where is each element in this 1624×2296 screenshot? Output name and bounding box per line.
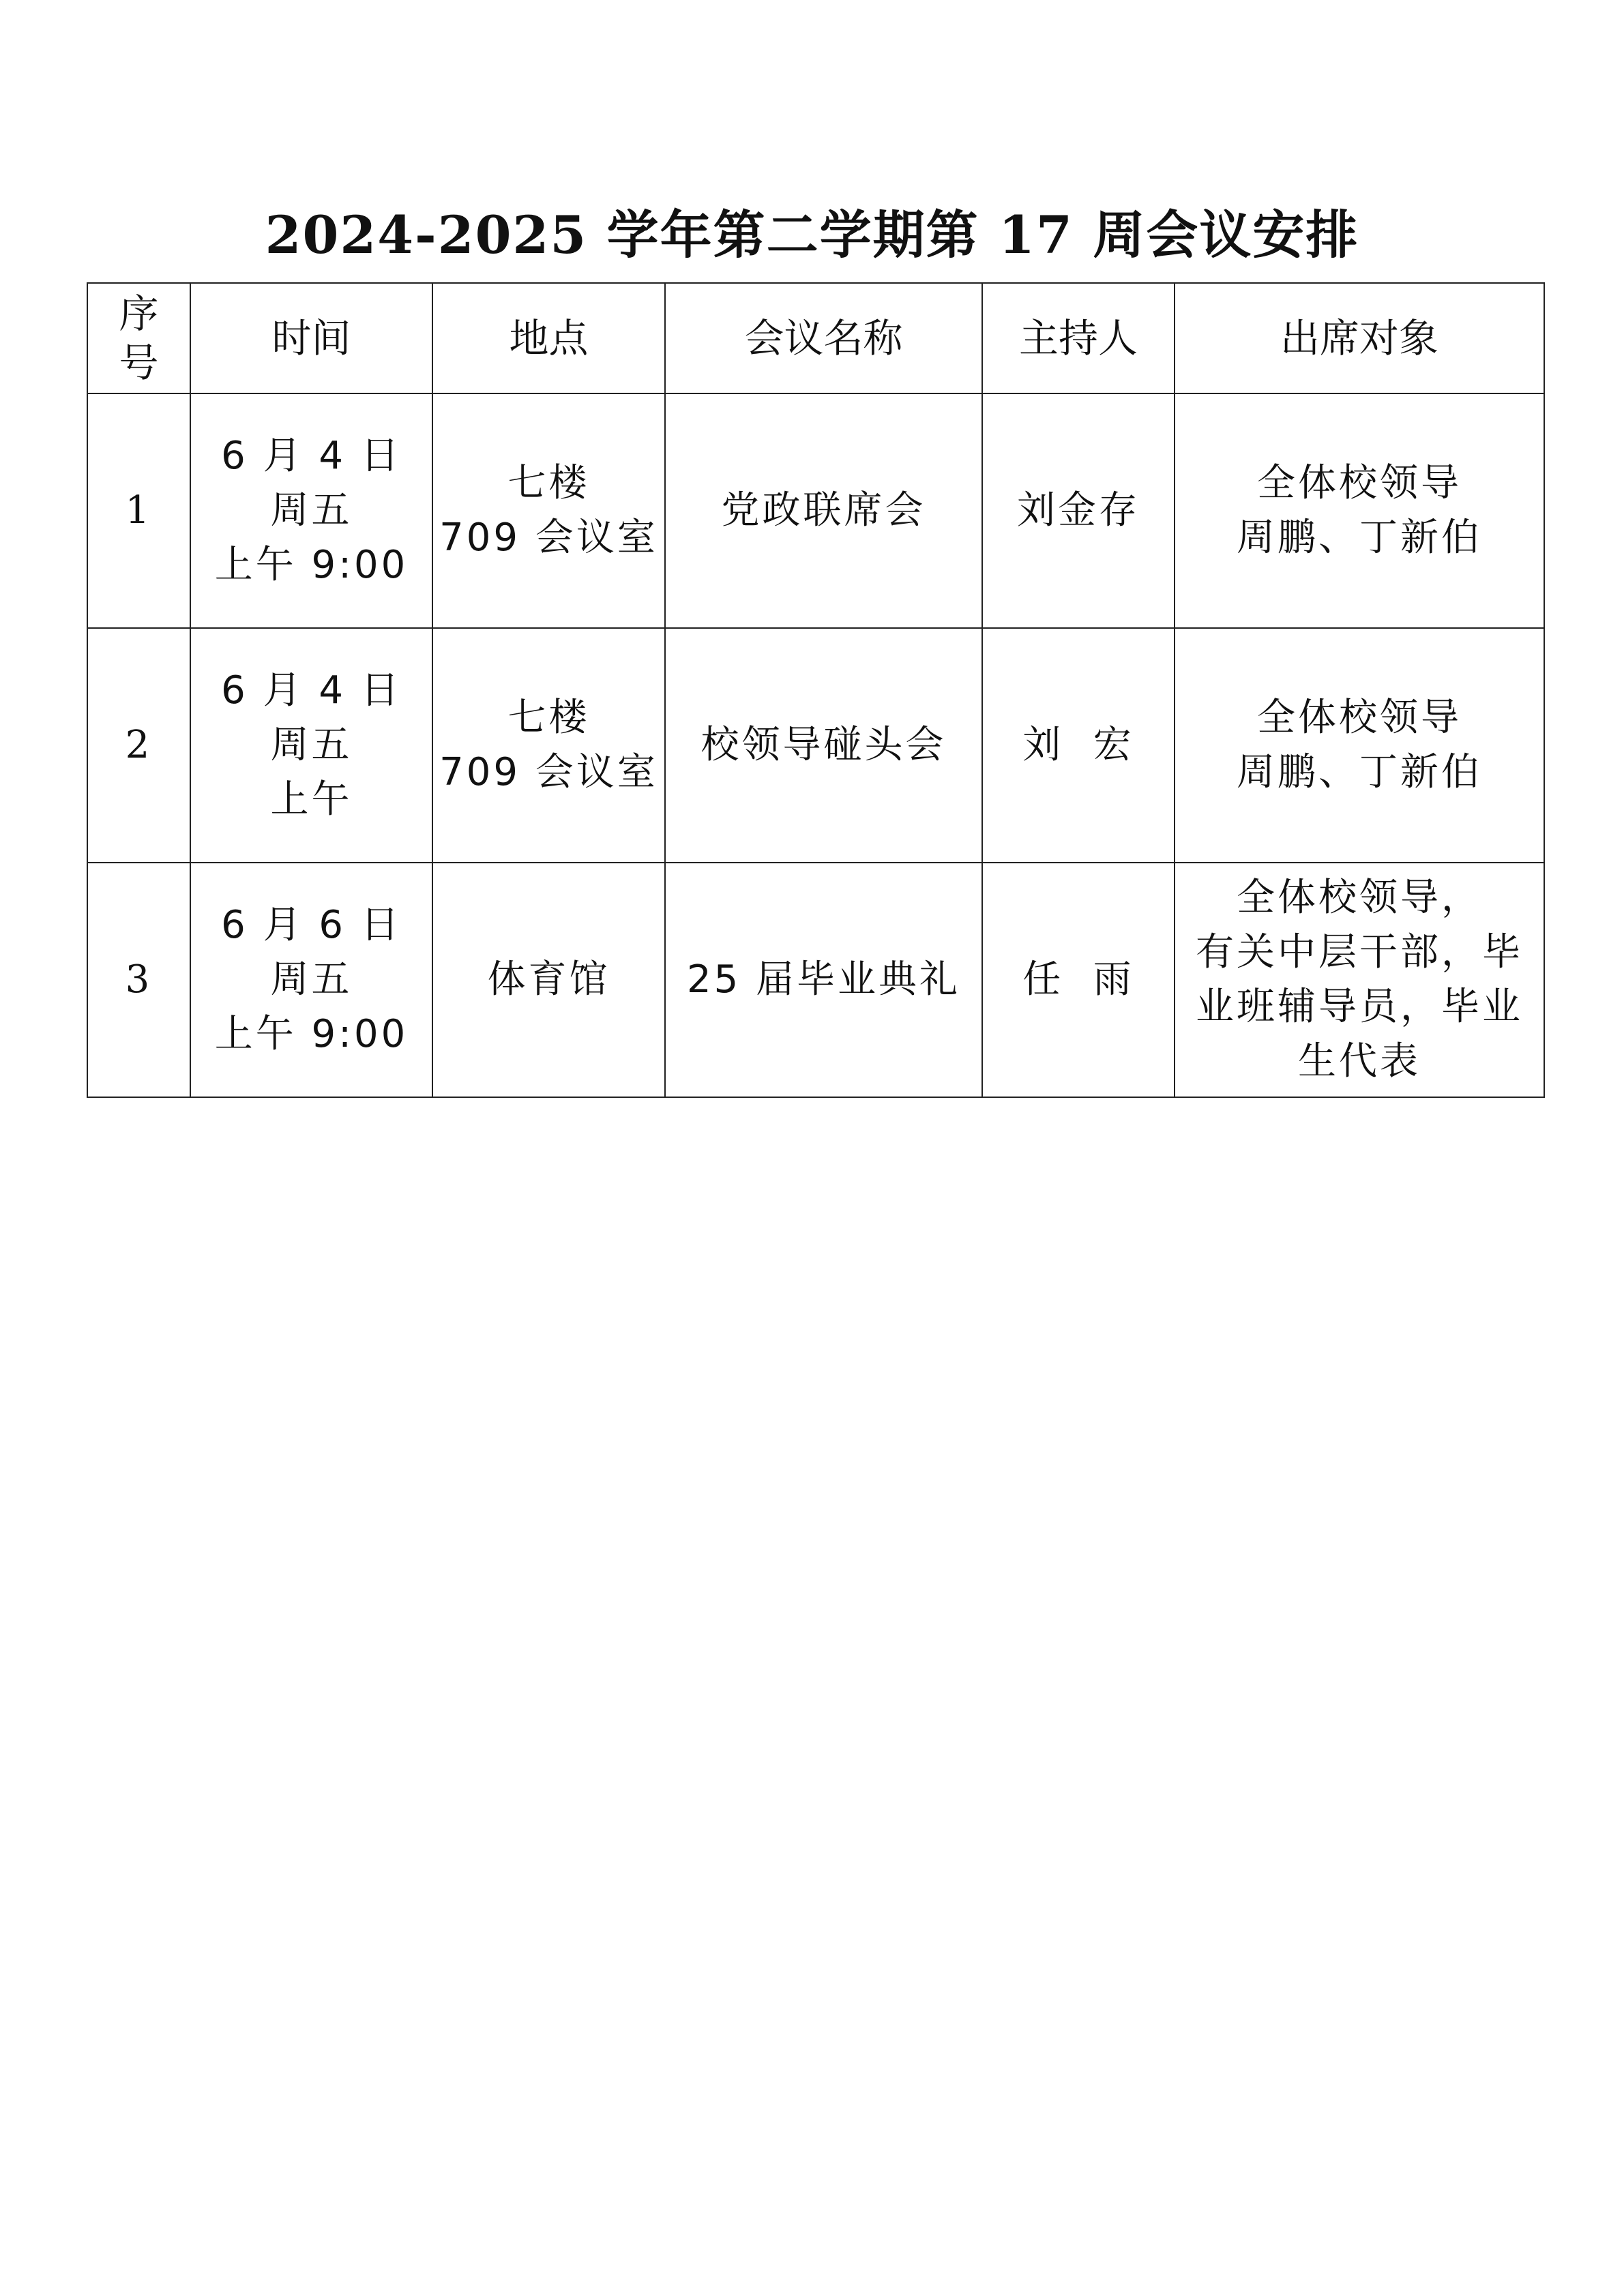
header-meeting-name: 会议名称 xyxy=(665,283,982,393)
header-seq-line2: 号 xyxy=(119,340,159,386)
time-clock: 上午 xyxy=(270,777,353,822)
time-weekday: 周五 xyxy=(270,488,353,533)
header-host: 主持人 xyxy=(982,283,1175,393)
row-seq: 1 xyxy=(87,393,190,628)
time-date: 6 月 4 日 xyxy=(221,434,402,478)
attendees-line2: 周鹏、丁新伯 xyxy=(1237,750,1482,794)
attendees-line1: 全体校领导 xyxy=(1257,696,1462,740)
row-seq: 2 xyxy=(87,628,190,863)
row-time xyxy=(190,628,432,863)
row-host: 任 雨 xyxy=(982,863,1175,1097)
row-time xyxy=(190,863,432,1097)
attendees-line1: 全体校领导， xyxy=(1237,876,1482,920)
row-location xyxy=(432,628,665,863)
time-weekday: 周五 xyxy=(270,723,353,767)
attendees-line2: 有关中层干部，毕业班辅导员，毕业生代表 xyxy=(1196,930,1523,1084)
row-attendees xyxy=(1175,393,1544,628)
row-time xyxy=(190,393,432,628)
header-location: 地点 xyxy=(432,283,665,393)
row-meeting-name: 校领导碰头会 xyxy=(665,628,982,863)
time-date: 6 月 6 日 xyxy=(221,903,402,947)
row-host: 刘金存 xyxy=(982,393,1175,628)
document-title: 2024-2025 学年第二学期第 17 周会议安排 xyxy=(265,205,1359,265)
time-clock: 上午 9:00 xyxy=(214,543,409,587)
table-row xyxy=(87,628,1544,863)
time-clock: 上午 9:00 xyxy=(214,1012,409,1056)
row-seq: 3 xyxy=(87,863,190,1097)
attendees-line1: 全体校领导 xyxy=(1257,461,1462,505)
row-attendees xyxy=(1175,863,1544,1097)
row-location xyxy=(432,393,665,628)
header-time: 时间 xyxy=(190,283,432,393)
header-seq-line1: 序 xyxy=(119,290,159,337)
time-date: 6 月 4 日 xyxy=(221,668,402,713)
table-row xyxy=(87,393,1544,628)
meeting-schedule-table xyxy=(87,282,1545,1098)
location-room: 709 会议室 xyxy=(439,750,658,794)
row-location xyxy=(432,863,665,1097)
attendees-line2: 周鹏、丁新伯 xyxy=(1237,516,1482,560)
time-weekday: 周五 xyxy=(270,957,353,1002)
table-header-row xyxy=(87,283,1544,393)
location-building: 七楼 xyxy=(507,461,590,505)
row-attendees xyxy=(1175,628,1544,863)
location-room: 709 会议室 xyxy=(439,516,658,560)
table-row xyxy=(87,863,1544,1097)
row-host: 刘 宏 xyxy=(982,628,1175,863)
header-attendees: 出席对象 xyxy=(1175,283,1544,393)
location-building: 七楼 xyxy=(507,696,590,740)
row-meeting-name: 党政联席会 xyxy=(665,393,982,628)
header-seq xyxy=(87,283,190,393)
location-building: 体育馆 xyxy=(487,957,610,1002)
row-meeting-name: 25 届毕业典礼 xyxy=(665,863,982,1097)
